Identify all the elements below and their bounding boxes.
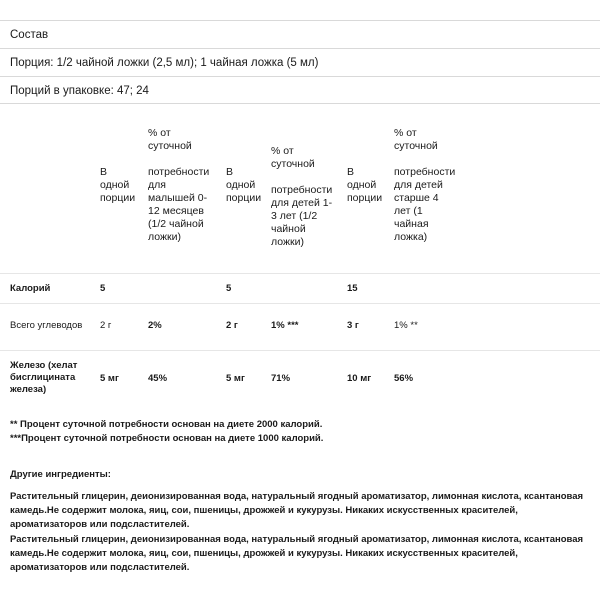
other-ingredients-text-1: Растительный глицерин, деионизированная вода, натуральный ягодный ароматизатор, лимонная кислота, ксантановая камедь.Не содержит молока, яиц, сои, пшеницы, дрожжей и кукурузы. Никаких искусственных красителей, ароматизаторов или подсластителей. — [10, 491, 584, 530]
header-dv-kids-4-plus: % от суточной потребности для детей старше 4 лет (1 чайная ложка) — [394, 127, 456, 243]
iron-value-3: 10 мг — [347, 373, 372, 384]
composition-label: Состав — [0, 20, 600, 48]
carbs-dv-3: 1% ** — [394, 320, 418, 331]
iron-value-1: 5 мг — [100, 373, 119, 384]
serving-size: Порция: 1/2 чайной ложки (2,5 мл); 1 чайная ложка (5 мл) — [0, 48, 600, 76]
header-per-serving-3: В одной порции — [347, 166, 383, 204]
carbs-value-2: 2 г — [226, 320, 238, 331]
row-calories-label: Калорий — [10, 283, 51, 294]
header-dv-infants: % от суточной потребности для малышей 0- 12 месяцев (1/2 чайной ложки) — [148, 127, 210, 243]
servings-per-pack: Порций в упаковке: 47; 24 — [0, 76, 600, 104]
table-divider — [0, 350, 600, 351]
row-carbs-label: Всего углеводов — [10, 320, 83, 331]
carbs-dv-2: 1% *** — [271, 320, 299, 331]
header-per-serving-2: В одной порции — [226, 166, 262, 204]
other-ingredients-text-2: Растительный глицерин, деионизированная вода, натуральный ягодный ароматизатор, лимонная кислота, ксантановая камедь.Не содержит молока, яиц, сои, пшеницы, дрожжей и кукурузы. Никаких искусственных красителей, ароматизаторов или подсластителей. — [10, 534, 584, 573]
table-divider — [0, 303, 600, 304]
iron-dv-3: 56% — [394, 373, 414, 384]
carbs-dv-1: 2% — [148, 320, 162, 331]
carbs-value-1: 2 г — [100, 320, 112, 331]
header-per-serving-1: В одной порции — [100, 166, 136, 204]
header-dv-kids-1-3: % от суточной потребности для детей 1- 3 лет (1/2 чайной ложки) — [271, 145, 333, 248]
product-info-table — [0, 20, 600, 104]
other-ingredients-title: Другие ингредиенты: — [10, 469, 111, 480]
row-iron-label: Железо (хелат бисглицината железа) — [10, 360, 78, 395]
iron-dv-1: 45% — [148, 373, 168, 384]
carbs-value-3: 3 г — [347, 320, 359, 331]
iron-dv-2: 71% — [271, 373, 291, 384]
iron-value-2: 5 мг — [226, 373, 245, 384]
table-divider — [0, 273, 600, 274]
calories-value-2: 5 — [226, 283, 232, 294]
calories-value-3: 15 — [347, 283, 358, 294]
footnote-2000-kcal: ** Процент суточной потребности основан на диете 2000 калорий. — [10, 419, 323, 430]
calories-value-1: 5 — [100, 283, 106, 294]
footnote-1000-kcal: ***Процент суточной потребности основан на диете 1000 калорий. — [10, 433, 324, 444]
